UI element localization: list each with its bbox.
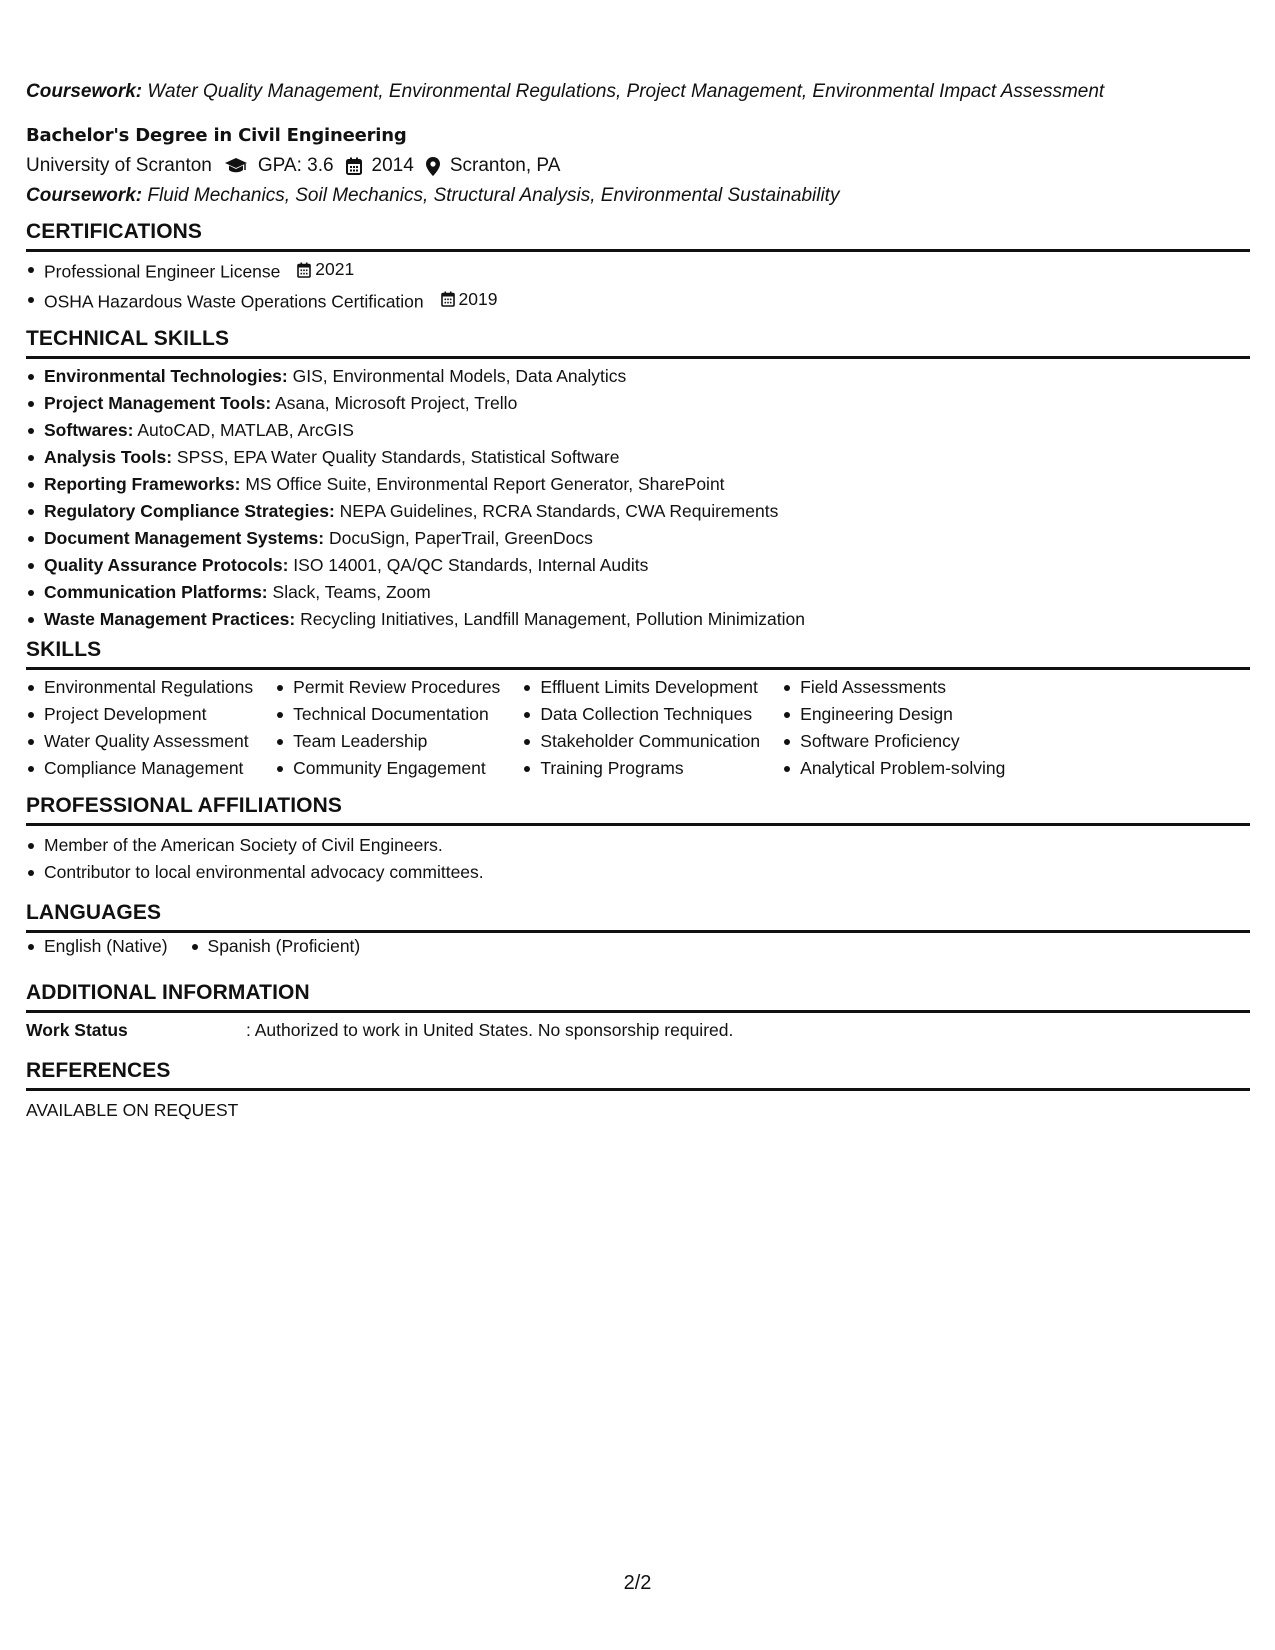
skill-values: GIS, Environmental Models, Data Analytics <box>292 366 627 386</box>
coursework-label: Coursework: <box>26 185 143 206</box>
affiliation-item: Contributor to local environmental advocacy committees. <box>26 859 1250 886</box>
skill-values: Recycling Initiatives, Landfill Management, Pollution Minimization <box>300 609 805 629</box>
section-title: PROFESSIONAL AFFILIATIONS <box>26 793 1250 826</box>
additional-info-section <box>26 980 1250 1043</box>
skills-column <box>26 674 253 782</box>
skills-column <box>275 674 500 782</box>
technical-skill-item <box>26 606 1250 633</box>
skill-values: Asana, Microsoft Project, Trello <box>275 393 518 413</box>
affiliation-item: Member of the American Society of Civil Engineers. <box>26 832 1250 859</box>
skill-item: Permit Review Procedures <box>275 674 500 701</box>
section-title: SKILLS <box>26 637 1250 670</box>
skills-columns <box>26 674 1250 782</box>
coursework-line <box>26 80 1104 104</box>
language-item: Spanish (Proficient) <box>190 933 361 960</box>
affiliations-list <box>26 832 1250 886</box>
coursework-line <box>26 184 1250 208</box>
section-title: ADDITIONAL INFORMATION <box>26 980 1250 1013</box>
skill-item: Project Development <box>26 701 253 728</box>
school-location: Scranton, PA <box>449 155 561 176</box>
education-entry <box>26 124 1250 208</box>
school-name: University of Scranton <box>26 155 212 176</box>
work-status-label: Work Status <box>26 1020 128 1040</box>
certification-year: 2019 <box>458 288 498 309</box>
graduation-year: 2014 <box>371 155 414 176</box>
skill-category: Analysis Tools: <box>44 447 173 467</box>
skill-item: Community Engagement <box>275 755 500 782</box>
references-section <box>26 1058 1250 1123</box>
coursework-text: Fluid Mechanics, Soil Mechanics, Structural Analysis, Environmental Sustainability <box>147 185 840 206</box>
skill-category: Project Management Tools: <box>44 393 272 413</box>
calendar-icon <box>346 157 362 175</box>
skill-item: Engineering Design <box>782 701 1005 728</box>
skill-item: Stakeholder Communication <box>522 728 760 755</box>
map-pin-icon <box>426 157 440 176</box>
skill-category: Environmental Technologies: <box>44 366 288 386</box>
page-number: 2/2 <box>623 1572 652 1594</box>
technical-skill-item <box>26 363 1250 390</box>
section-title: REFERENCES <box>26 1058 1250 1091</box>
technical-skill-item <box>26 498 1250 525</box>
certifications-section <box>26 219 1250 315</box>
languages-section <box>26 900 1250 960</box>
language-item: English (Native) <box>26 933 168 960</box>
certification-item <box>26 286 1250 316</box>
skill-values: DocuSign, PaperTrail, GreenDocs <box>328 528 593 548</box>
skills-column <box>522 674 760 782</box>
gpa-value: GPA: 3.6 <box>257 155 334 176</box>
skill-category: Quality Assurance Protocols: <box>44 555 289 575</box>
skill-category: Communication Platforms: <box>44 582 268 602</box>
coursework-label: Coursework: <box>26 81 143 102</box>
skill-item: Analytical Problem-solving <box>782 755 1005 782</box>
technical-skill-item <box>26 579 1250 606</box>
section-title: LANGUAGES <box>26 900 1250 933</box>
section-title: TECHNICAL SKILLS <box>26 326 1250 359</box>
work-status-row <box>26 1017 1250 1043</box>
skill-item: Effluent Limits Development <box>522 674 760 701</box>
education-meta <box>26 154 1250 178</box>
skill-item: Software Proficiency <box>782 728 1005 755</box>
skill-item: Technical Documentation <box>275 701 500 728</box>
technical-skill-item <box>26 552 1250 579</box>
skills-column <box>782 674 1005 782</box>
skill-values: NEPA Guidelines, RCRA Standards, CWA Requirements <box>339 501 779 521</box>
skill-values: AutoCAD, MATLAB, ArcGIS <box>137 420 354 440</box>
section-title: CERTIFICATIONS <box>26 219 1250 252</box>
technical-skill-item <box>26 417 1250 444</box>
skill-values: Slack, Teams, Zoom <box>272 582 431 602</box>
languages-list <box>26 933 1250 960</box>
certification-name: Professional Engineer License <box>44 261 281 282</box>
technical-skill-item <box>26 390 1250 417</box>
technical-skills-list <box>26 363 1250 633</box>
skill-category: Waste Management Practices: <box>44 609 296 629</box>
affiliations-section <box>26 793 1250 886</box>
degree-title: Bachelor's Degree in Civil Engineering <box>26 125 407 146</box>
technical-skill-item <box>26 444 1250 471</box>
technical-skill-item <box>26 471 1250 498</box>
graduation-cap-icon <box>224 157 248 175</box>
certifications-list <box>26 256 1250 315</box>
skill-item: Compliance Management <box>26 755 253 782</box>
skill-item: Water Quality Assessment <box>26 728 253 755</box>
skill-values: MS Office Suite, Environmental Report Generator, SharePoint <box>245 474 725 494</box>
certification-item <box>26 256 1250 286</box>
technical-skills-section <box>26 326 1250 633</box>
references-text: AVAILABLE ON REQUEST <box>26 1100 239 1120</box>
skill-item: Data Collection Techniques <box>522 701 760 728</box>
coursework-text: Water Quality Management, Environmental Regulations, Project Management, Environmental Impact Assessment <box>147 81 1105 102</box>
certification-year: 2021 <box>315 259 355 279</box>
work-status-value: : Authorized to work in United States. No sponsorship required. <box>246 1020 734 1040</box>
skill-item: Field Assessments <box>782 674 1005 701</box>
skill-category: Document Management Systems: <box>44 528 325 548</box>
calendar-icon <box>441 291 455 307</box>
certification-name: OSHA Hazardous Waste Operations Certification <box>44 291 424 311</box>
skill-category: Softwares: <box>44 420 134 440</box>
skill-values: ISO 14001, QA/QC Standards, Internal Audits <box>293 555 649 575</box>
skill-values: SPSS, EPA Water Quality Standards, Statistical Software <box>176 447 620 467</box>
skill-item: Training Programs <box>522 755 760 782</box>
technical-skill-item <box>26 525 1250 552</box>
skills-section <box>26 637 1250 782</box>
skill-category: Regulatory Compliance Strategies: <box>44 501 335 521</box>
calendar-icon <box>297 262 311 278</box>
skill-item: Team Leadership <box>275 728 500 755</box>
skill-item: Environmental Regulations <box>26 674 253 701</box>
skill-category: Reporting Frameworks: <box>44 474 241 494</box>
